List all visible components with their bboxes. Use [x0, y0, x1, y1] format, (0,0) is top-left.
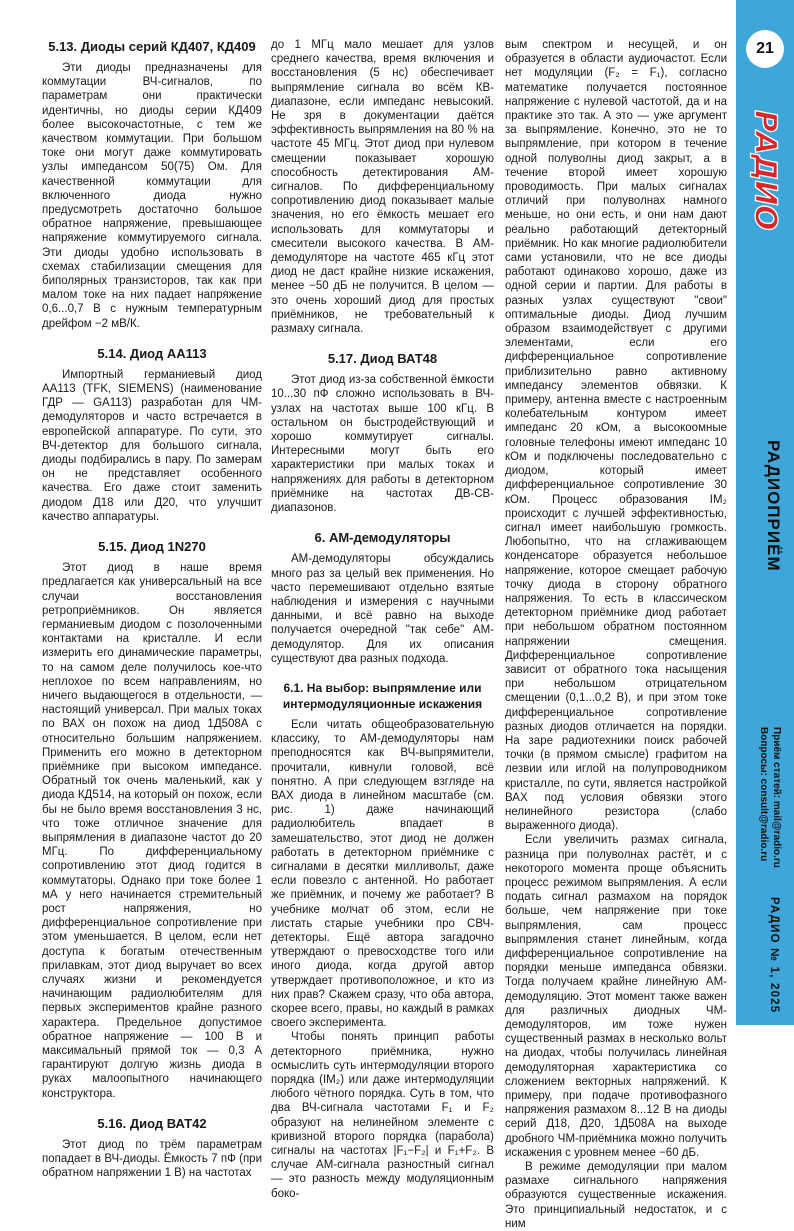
text-column-2 [271, 38, 494, 1201]
heading-6: 6. АМ-демодуляторы [314, 530, 451, 546]
text-column-1 [42, 38, 262, 1180]
paragraph: Если увеличить размах сигнала, разница при полуволнах растёт, и с некоторого момента проще объяснить процесс режимом выпрямления. А если подать сигнал размахом на порядок больше, чем напряжение при токе выпрямления, сам процесс выпрямления станет линейным, когда дифференциальное сопротивление на порядки меньше импеданса обвязки. Тогда получаем крайне линейную АМ-демодуляцию. Этот момент также важен для различных диодных ЧМ-демодуляторов, им тоже нужен существенный размах в несколько вольт на диодах, чтобы получилась линейная демодуляторная характеристика со сложением векторных напряжений. К примеру, при подаче противофазного напряжения размахом 8...12 В на диоды серий Д18, Д20, 1Д508А на выходе дробного ЧМ-приёмника можно получить искажения с уровнем менее −60 дБ. [505, 834, 727, 1159]
paragraph: Импортный германиевый диод АА113 (TFK, SIEMENS) (наименование ГДР — GA113) разработан для ЧМ-демодуляторов и часто встречается в европейской аппаратуре. По сути, это ВЧ-детектор для большого сигнала, диоды подбирались в пару. По замерам он не представляет особенного качества. Его даже стоит заменить диодом Д18 или Д20, что улучшит качество аппаратуры. [42, 368, 262, 523]
heading-5-15: 5.15. Диод 1N270 [98, 539, 206, 555]
paragraph: Этот диод из-за собственной ёмкости 10...30 пФ сложно использовать в ВЧ-узлах на частотах выше 100 кГц. В остальном он быстродействующий и хорошо коммутирует сигналы. Интересными могут быть его характеристики при малых токах и напряжениях для работы в детекторном приёмнике на частотах ДВ-СВ-диапазонов. [271, 374, 494, 515]
page-number: 21 [746, 30, 784, 68]
radio-logo [742, 82, 788, 258]
paragraph: В режиме демодуляции при малом размахе сигнального напряжения образуются существенные искажения. Это принципиальный недостаток, и с ним [505, 1161, 727, 1230]
heading-5-13: 5.13. Диоды серий КД407, КД409 [48, 39, 256, 54]
questions-email: Вопросы: consult@radio.ru [758, 727, 770, 862]
section-title: РАДИОПРИЁМ [764, 440, 783, 572]
paragraph: Чтобы понять принцип работы детекторного приёмника, нужно осмыслить суть интермодуляции второго порядка (IM₂) или даже интермодуляции любого чётного порядка. Суть в том, что два ВЧ-сигнала частотами F₁ и F₂ образуют на нелинейном элементе с кривизной второго порядка (парабола) сигналы на частотах |F₁−F₂| и F₁+F₂. В случае АМ-сигнала разностный сигнал — это разность между модуляционным боко- [271, 1031, 494, 1200]
paragraph: АМ-демодуляторы обсуждались много раз за целый век применения. Но часто перемешивают отдельно взятые наблюдения и измерения с научными данными, и всё равно на выходе получается очередной "так себе" АМ-демодулятор. Для их описания существуют два разных подхода. [271, 553, 494, 665]
heading-5-17: 5.17. Диод ВАТ48 [327, 351, 438, 367]
paragraph: Если читать общеобразовательную классику, то АМ-демодуляторы нам преподносятся как ВЧ-выпрямители, прочитали, кивнули головой, всё понятно. А при следующем взгляде на ВАХ диода в линейном масштабе (см. рис. 1) даже начинающий радиолюбитель впадает в замешательство, этот диод не должен работать в детекторном приёмнике с сигналами в десятки милливольт, даже если повезло с антенной. Но работает же приёмник, и почему же работает? В учебнике молчат об этом, если не листать старые учебники про СВЧ-детекторы. Ещё автора загадочно утверждают о превосходстве того или иного диода, когда другой автор утверждает противоположное, и кто из них прав? Скажем сразу, что оба автора, скорее всего, правы, но каждый в рамках своего эксперимента. [271, 718, 494, 1030]
heading-6-1: 6.1. На выбор: выпрямление или интермодуляционные искажения [282, 680, 483, 711]
paragraph: до 1 МГц мало мешает для узлов среднего качества, время включения и восстановления (5 нс) обеспечивает выпрямление сигнала во всём КВ-диапазоне, если импеданс невысокий. Не зря в документации даётся эффективность выпрямления на 80 % на частоте 45 МГц. Этот диод при нулевом смещении показывает хорошую способность детектирования АМ-сигналов. По дифференциальному сопротивлению диод показывает малые значения, но его ёмкость мешает его использовать для коммутаторы и смесители высокого качества. В АМ-демодуляторе на частоте 465 кГц этот диод не даст крайне низкие искажения, менее −50 дБ не получится. В целом — это очень хороший диод для простых приёмников, не требовательный к размаху сигнала. [271, 39, 494, 336]
issue-label: РАДИО № 1, 2025 [768, 897, 780, 1014]
articles-email: Приём статей: mail@radio.ru [771, 727, 782, 868]
paragraph: Этот диод в наше время предлагается как универсальный на все случаи восстановления ретроприёмников. Он является германиевым диодом с позолоченными контактами на кристалле. И если измерить его динамические параметры, то на самом деле получилось кое-что неплохое по всем направлениям, но ничего выдающегося в отдельности, — настоящий универсал. При малых токах по ВАХ он похож на диод 1Д508А с относительно большим напряжением. Применить его можно в детекторном приёмнике при высоком импедансе. Обратный ток очень маленький, как у диода КД514, на который он похож, если бы не было время восстановления 3 нс, что тоже отличное значение для выпрямления в диапазоне частот до 20 МГц. По дифференциальному сопротивлению этот диод годится в коммутаторы. Однако при токе более 1 мА у него начинается стремительный рост напряжения, но дифференциальное сопротивление при этом уменьшается. В целом, если нет доступа к богатым отечественным прилавкам, этот диод выручает во всех случаях жизни и рекомендуется начинающим радиолюбителям для первых экспериментов крайне разного характера. Предельное допустимое обратное напряжение — 100 В и максимальный прямой ток — 0,3 А гарантируют долгую жизнь диода в руках малоопытного начинающего конструктора. [42, 562, 262, 1100]
heading-5-16: 5.16. Диод ВАТ42 [97, 1115, 207, 1131]
logo-text: РАДИО [747, 109, 783, 231]
contacts-block [757, 727, 782, 868]
text-column-3 [505, 38, 727, 1231]
paragraph: Этот диод по трём параметрам попадает в ВЧ-диоды. Ёмкость 7 пФ (при обратном напряжении 1 В) на частотах [42, 1138, 262, 1180]
paragraph: Эти диоды предназначены для коммутации ВЧ-сигналов, по параметрам они практически идентичны, но диоды серии КД409 более высокочастотные, с тем же качеством коммутации. При большом токе они могут даже коммутировать узлы импедансом 50(75) Ом. Для качественной коммутации для включенного диода нужно предусмотреть достаточно большое обратное напряжение, превышающее напряжение коммутируемого сигнала. Эти диоды удобно использовать в схемах стабилизации смещения для биполярных транзисторов, так как при малом токе на них падает напряжение 0,6...0,7 В с нужным температурным дрейфом −2 мВ/К. [42, 62, 262, 330]
heading-5-14: 5.14. Диод АА113 [97, 345, 207, 361]
paragraph: вым спектром и несущей, и он образуется в области аудиочастот. Если нет модуляции (F₂ = F₁), согласно математике получается постоянное напряжение с нулевой частотой, да и на практике это так. А это — уже аргумент за выпрямление. Конечно, это не то выпрямление, при котором в течение одной полуволны диод закрыт, а в течение второй имеет хорошую проводимость. При малых сигналах отличий при полуволнах намного меньше, но они есть, и они нам дают реально работающий детекторный приёмник. Но как многие радиолюбители сами установили, что не все диоды работают одинаково хорошо, даже из одной серии и партии. Для работы в разных узлах существуют "свои" оптимальные диоды. Диод лучшим образом взаимодействует с другими элементами, если его дифференциальное сопротивление приблизительно равно активному импедансу элементов обвязки. К примеру, антенна вместе с настроенным колебательным контуром имеет импеданс 20 кОм, а высокоомные головные телефоны имеют импеданс 10 кОм и подключены последовательно с диодом, который имеет дифференциальное сопротивление 30 кОм. Процесс образования IM₂ происходит с лучшей эффективностью, сигнал имеет наибольшую громкость. Любопытно, что на сглаживающем конденсаторе образуется небольшое напряжение, которое смещает рабочую точку диода в сторону обратного напряжения. То есть в классическом детекторном приёмнике диод работает при небольшом обратном постоянном напряжении смещения. Дифференциальное сопротивление зависит от обратного тока насыщения при небольшом отрицательном смещении (0,1...0,2 В), и при этом токе дифференциальное сопротивление разных диодов отличается на порядки. На заре радиотехники поиск рабочей точки (в прямом смысле) графитом на лезвии или иглой на полупроводником кристалле, по сути, является настройкой ВАХ под условия обвязки этого нелинейного резистора (слабо выраженного диода). [505, 39, 727, 833]
